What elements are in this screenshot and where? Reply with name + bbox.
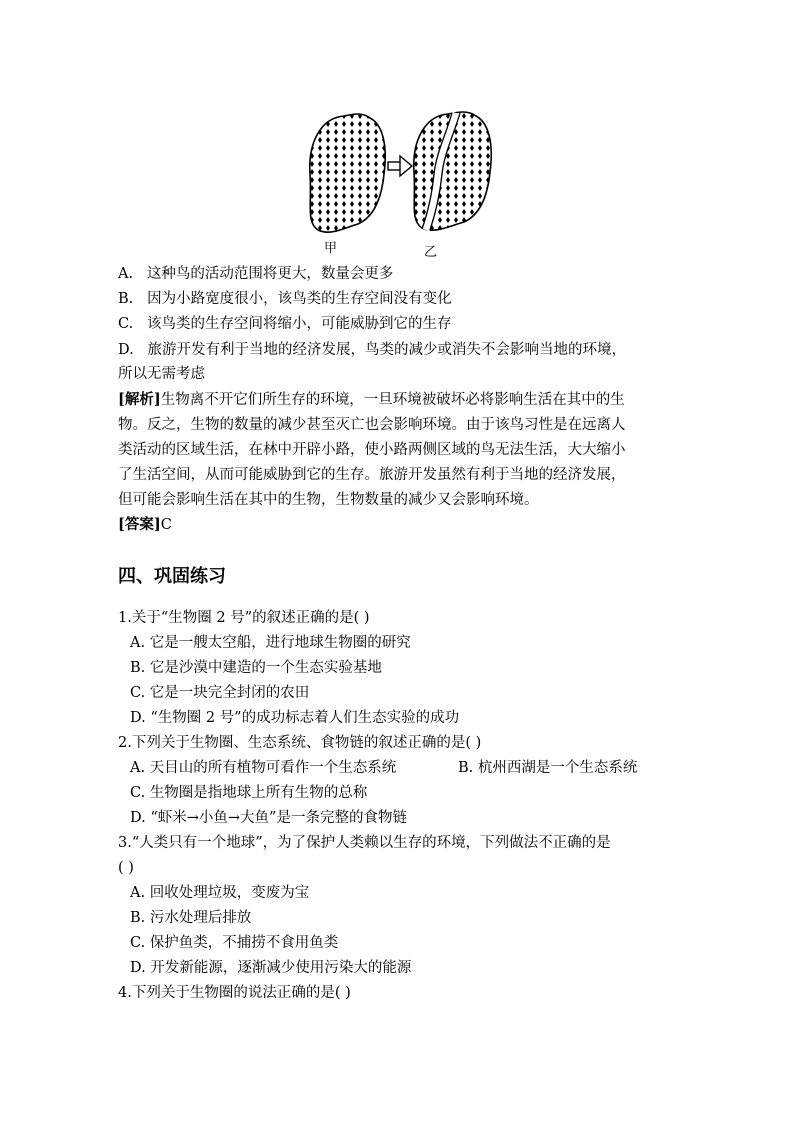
q3-stem: 3.“人类只有一个地球”，为了保护人类赖以生存的环境，下列做法不正确的是 [118, 835, 611, 851]
option-c: C. 该鸟类的生存空间将缩小，可能威胁到它的生存 [118, 316, 452, 332]
option-d: D. 旅游开发有利于当地的经济发展，鸟类的减少或消失不会影响当地的环境， [118, 342, 627, 358]
analysis-line-4: 了生活空间，从而可能威胁到它的生存。旅游开发虽然有利于当地的经济发展， [118, 467, 626, 483]
q2-option-b: B. 杭州西湖是一个生态系统 [458, 760, 638, 776]
q2-option-c: C. 生物圈是指地球上所有生物的总称 [130, 785, 368, 801]
section-title: 四、巩固练习 [118, 566, 226, 587]
analysis-line-1 [118, 388, 678, 412]
q1-option-a: A. 它是一艘太空船，进行地球生物圈的研究 [130, 635, 411, 651]
habitat-diagram [300, 104, 500, 264]
answer-line [118, 513, 678, 537]
q1-option-d: D. “生物圈 2 号”的成功标志着人们生态实验的成功 [130, 710, 460, 726]
q2-stem: 2.下列关于生物圈、生态系统、食物链的叙述正确的是( ) [118, 735, 482, 751]
q4-stem: 4.下列关于生物圈的说法正确的是( ) [118, 985, 351, 1001]
analysis-line-5: 但可能会影响生活在其中的生物，生物数量的减少又会影响环境。 [118, 492, 539, 508]
q3-option-c: C. 保护鱼类，不捕捞不食用鱼类 [130, 935, 339, 951]
analysis-text: 生物离不开它们所生存的环境，一旦环境被破坏必将影响生活在其中的生 [160, 392, 625, 408]
q2-options-row [130, 756, 690, 780]
q2-option-a: A. 天目山的所有植物可看作一个生态系统 [130, 760, 397, 776]
habitat-figure [300, 104, 500, 264]
option-b: B. 因为小路宽度很小，该鸟类的生存空间没有变化 [118, 291, 452, 307]
q3-stem-cont: ( ) [118, 860, 134, 876]
q3-option-a: A. 回收处理垃圾，变废为宝 [130, 885, 310, 901]
q1-option-b: B. 它是沙漠中建造的一个生态实验基地 [130, 660, 382, 676]
habitat-shape-left [310, 114, 385, 232]
arrow-right-icon [388, 156, 412, 176]
analysis-tag: [解析] [118, 391, 161, 408]
q1-option-c: C. 它是一块完全封闭的农田 [130, 685, 310, 701]
q3-option-d: D. 开发新能源，逐渐减少使用污染大的能源 [130, 960, 412, 976]
option-a: A. 这种鸟的活动范围将更大，数量会更多 [118, 266, 394, 282]
answer-tag: [答案] [118, 516, 161, 533]
answer-value: C [160, 517, 172, 533]
q3-option-b: B. 污水处理后排放 [130, 910, 252, 926]
analysis-line-2: 物。反之，生物的数量的减少甚至灭亡也会影响环境。由于该鸟习性是在远离人 [118, 417, 626, 433]
analysis-line-3: 类活动的区域生活，在林中开辟小路，使小路两侧区域的鸟无法生活，大大缩小 [118, 442, 626, 458]
figure-label-left: 甲 [324, 241, 338, 256]
figure-label-right: 乙 [424, 245, 438, 260]
q2-option-d: D. “虾米→小鱼→大鱼”是一条完整的食物链 [130, 810, 407, 826]
q1-stem: 1.关于“生物圈 2 号”的叙述正确的是( ) [118, 610, 370, 626]
option-d-cont: 所以无需考虑 [118, 366, 205, 382]
